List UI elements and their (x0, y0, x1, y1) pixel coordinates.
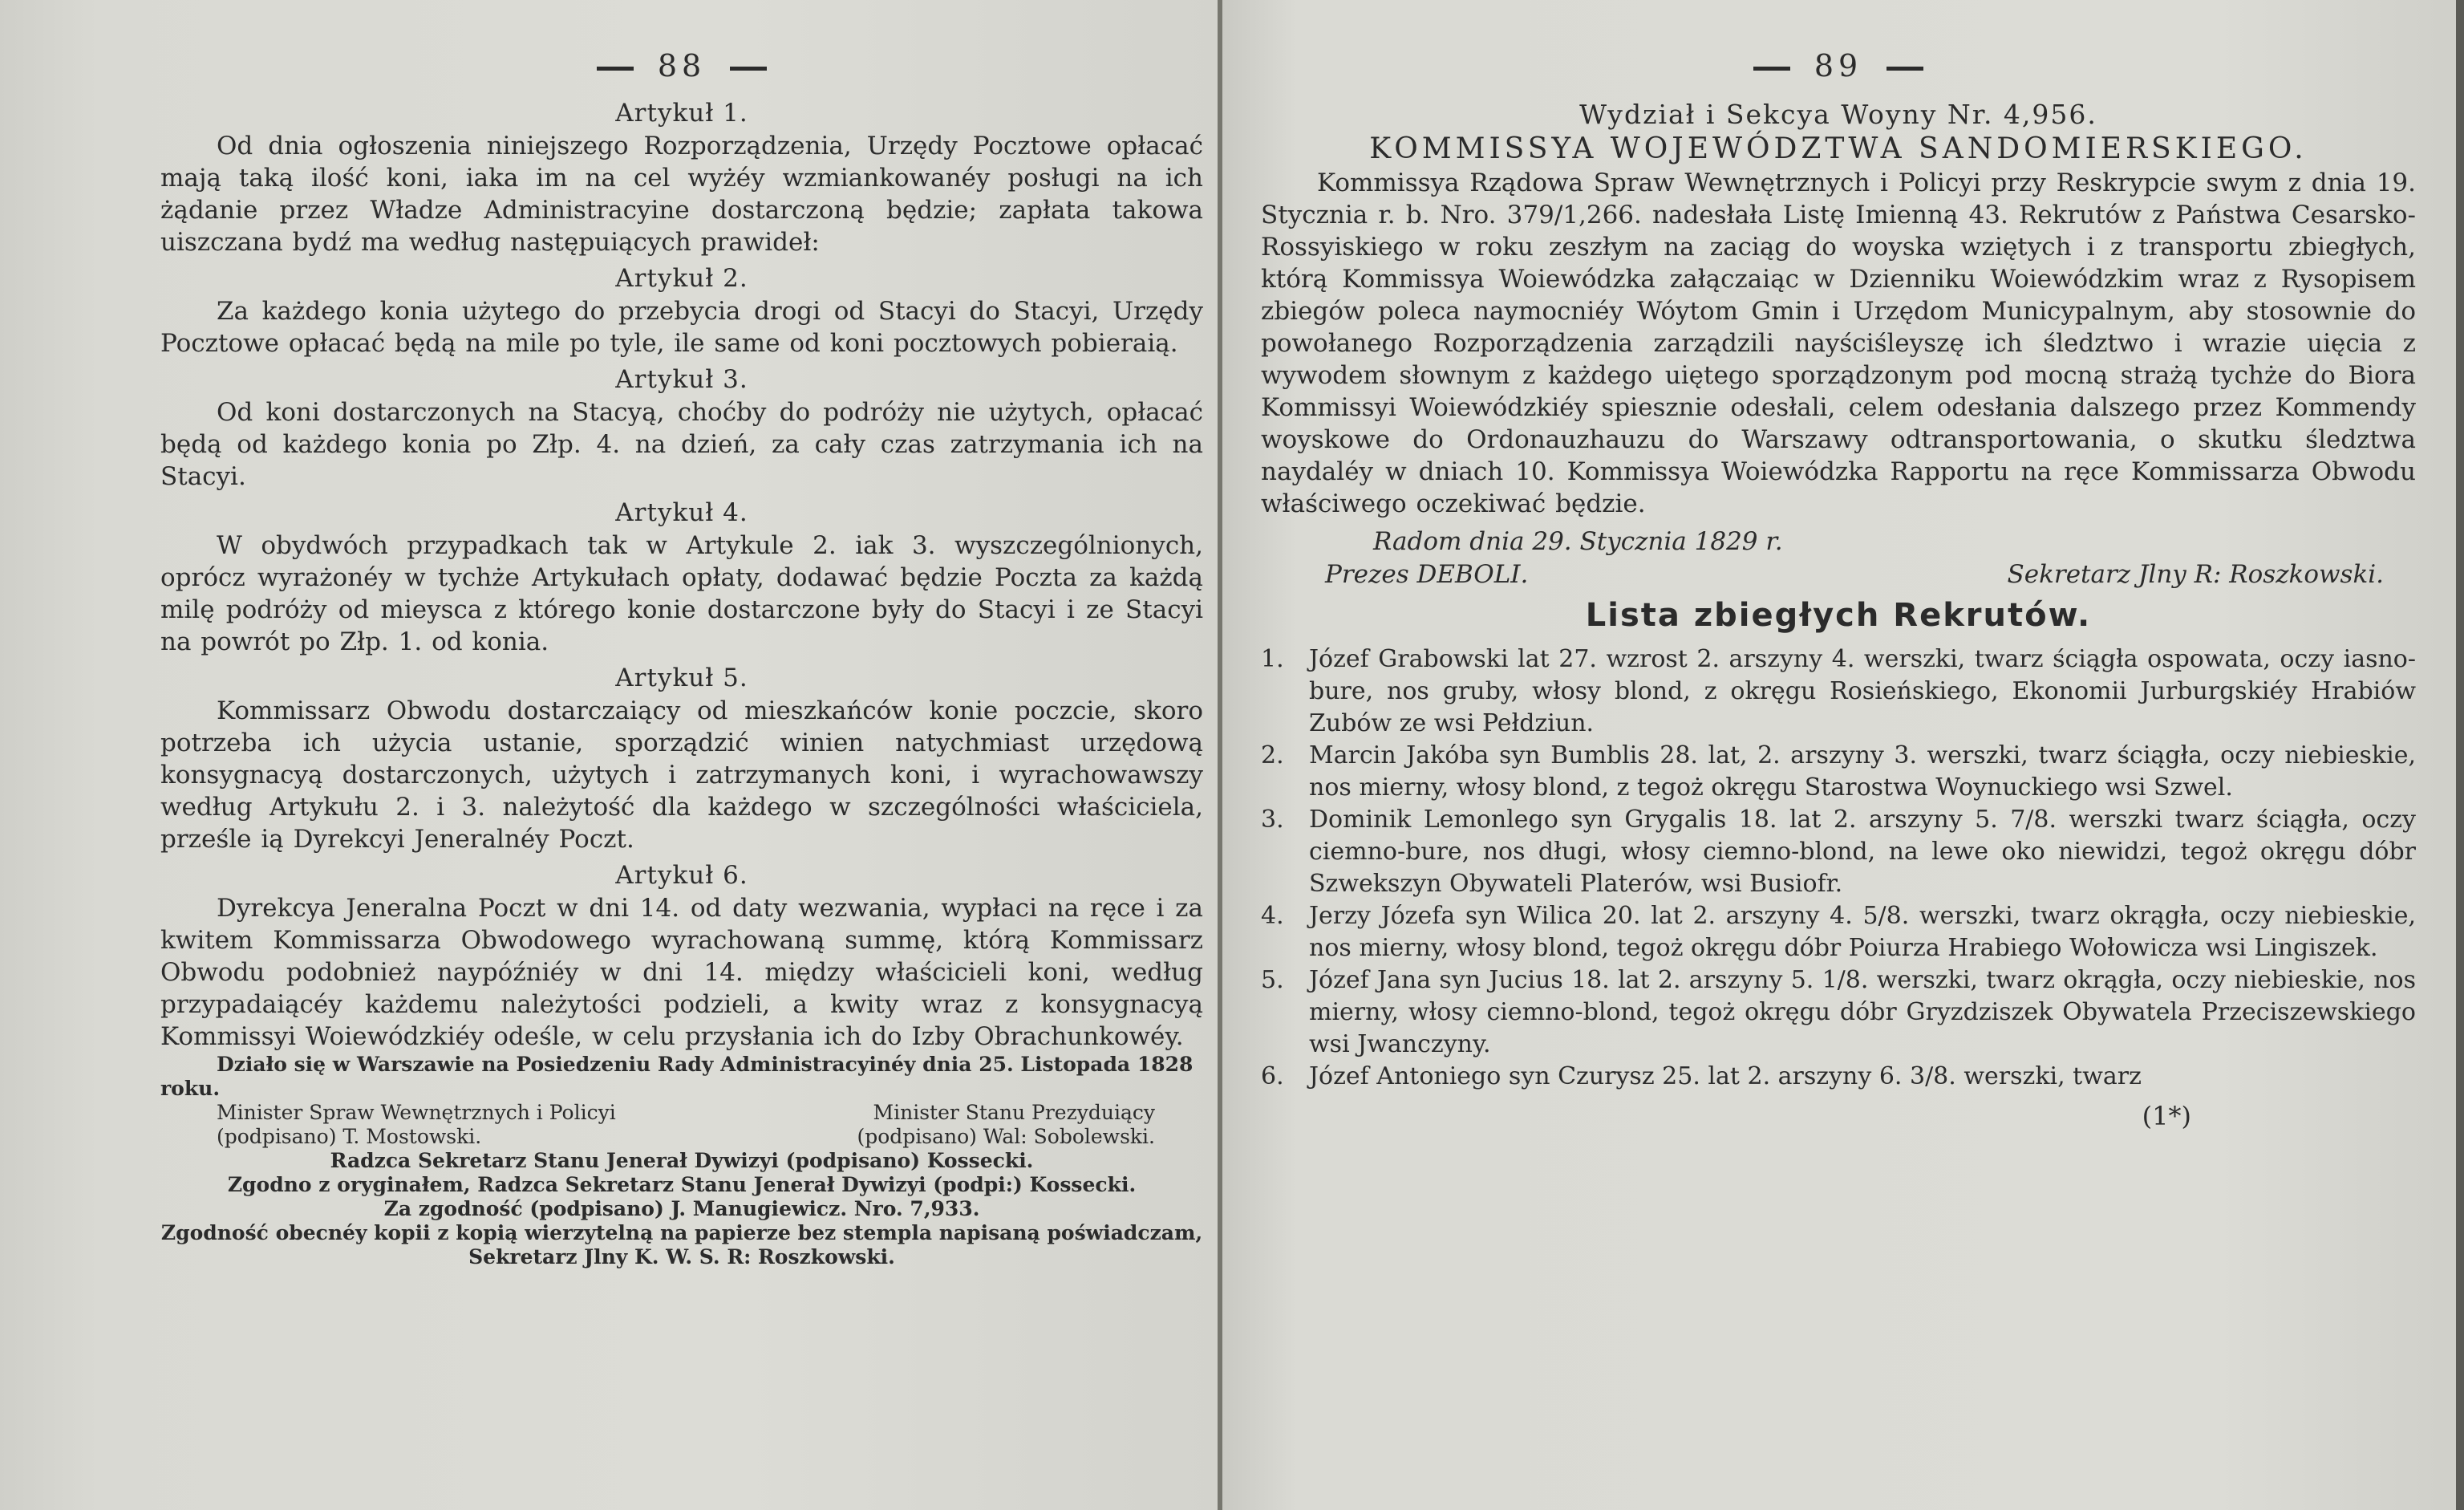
list-item (1261, 740, 2416, 804)
article-5-title: Artykuł 5. (615, 664, 748, 692)
article-6-text: Dyrekcya Jeneralna Poczt w dni 14. od daty wezwania, wypłaci na ręce i za kwitem Kommissarza Obwodowego wyrachowaną summę, którą Kommissarz Obwodu podobnież naypóźniéy w dni 14. między właścicieli koni, według przypadaiącéy każdemu należytości podzieli, a kwity wraz z konsygnacyą Kommissyi Woiewódzkiéy odeśle, w celu przysłania ich do Izby Obrachunkowéy. (160, 894, 1203, 1051)
left-page (0, 0, 1219, 1510)
article-4-text: W obydwóch przypadkach tak w Artykule 2. iak 3. wyszczególnionych, oprócz wyrażonéy w tychże Artykułach opłaty, dodawać będzie Poczta za każdą milę podróży od mieysca z którego konie dostarczone były do Stacyi i ze Stacyi na powrót po Złp. 1. od konia. (160, 531, 1203, 656)
list-item-number: 4. (1261, 902, 1284, 930)
article-6-title: Artykuł 6. (615, 861, 748, 890)
right-page (1222, 0, 2464, 1510)
list-item-text: Józef Antoniego syn Czurysz 25. lat 2. arszyny 6. 3/8. werszki, twarz (1309, 1062, 2142, 1090)
list-item-number: 2. (1261, 741, 1284, 769)
dash-decoration (1886, 67, 1923, 71)
page-number-right: 89 (1261, 48, 2416, 83)
minister-2-signature: (podpisano) Wal: Sobolewski. (857, 1125, 1155, 1148)
dated-clause: Działo się w Warszawie na Posiedzeniu Rady Administracyinéy dnia 25. Listopada 1828 roku. (160, 1053, 1194, 1100)
minister-1-signature: (podpisano) T. Mostowski. (217, 1125, 482, 1148)
list-item-text: Marcin Jakóba syn Bumblis 28. lat, 2. arszyny 3. werszki, twarz ściągła, oczy niebieskie, nos mierny, włosy blond, z tegoż okręgu Starostwa Woynuckiego wsi Szwel. (1309, 741, 2416, 802)
certification-line: Zgodność obecnéy kopii z kopią wierzytelną na papierze bez stempla napisaną poświadczam, Sekretarz Jlny K. W. S. R: Roszkowski. (160, 1221, 1203, 1268)
article-3-title: Artykuł 3. (615, 365, 748, 394)
article-2-text: Za każdego konia użytego do przebycia drogi od Stacyi do Stacyi, Urzędy Pocztowe opłacać będą na mile po tyle, ile same od koni pocztowych pobieraią. (160, 297, 1203, 358)
list-item-number: 3. (1261, 806, 1284, 834)
page-number-left: 88 (160, 48, 1203, 83)
place-date: Radom dnia 29. Stycznia 1829 r. (1373, 527, 1783, 556)
zgodno-line: Zgodno z oryginałem, Radzca Sekretarz Stanu Jenerał Dywizyi (podpi:) Kossecki. (227, 1173, 1137, 1196)
list-item-text: Józef Grabowski lat 27. wzrost 2. arszyny 4. werszki, twarz ściągła ospowata, oczy iasno-bure, nos gruby, włosy blond, z okręgu Rosieńskiego, Ekonomii Jurburgskiéy Hrabiów Zubów ze wsi Pełdziun. (1309, 645, 2416, 737)
list-item (1261, 900, 2416, 964)
dash-decoration (730, 67, 767, 71)
president-signature: Prezes DEBOLI. (1325, 560, 1529, 589)
list-title: Lista zbiegłych Rekrutów. (1585, 597, 2092, 634)
list-item-text: Jerzy Józefa syn Wilica 20. lat 2. arszyny 4. 5/8. werszki, twarz okrągła, oczy niebieskie, nos mierny, włosy blond, tegoż okręgu dóbr Poiurza Hrabiego Wołowicza wsi Lingiszek. (1309, 902, 2416, 962)
list-item-text: Dominik Lemonlego syn Grygalis 18. lat 2. arszyny 5. 7/8. werszki twarz ściągła, oczy ciemno-bure, nos długi, włosy ciemno-blond, na lewe oko niewidzi, tegoż okręgu dóbr Szwekszyn Obywateli Platerów, wsi Busiofr. (1309, 806, 2416, 898)
article-2-title: Artykuł 2. (615, 264, 748, 293)
department-heading: Wydział i Sekcya Woyny Nr. 4,956. (1579, 99, 2097, 130)
list-item-number: 6. (1261, 1062, 1284, 1090)
book-edge (2456, 0, 2464, 1510)
right-page-column (1261, 48, 2416, 1131)
secretary-signature: Sekretarz Jlny R: Roszkowski. (2007, 560, 2384, 589)
minister-signatures (160, 1125, 1203, 1149)
dash-decoration (597, 67, 634, 71)
commission-body-text: Kommissya Rządowa Spraw Wewnętrznych i Policyi przy Reskrypcie swym z dnia 19. Stycznia r. b. Nro. 379/1,266. nadesłała Listę Imienną 43. Rekrutów z Państwa Cesarsko-Rossyiskiego w roku zeszłym na zaciąg do woyska wziętych i z transportu zbiegłych, którą Kommissya Woiewódzka załączaiąc w Dzienniku Woiewódzkim wraz z Rysopisem zbiegów poleca naymocniéy Wóytom Gmin i Urzędom Municypalnym, aby stosownie do powołanego Rozporządzenia zarządzili nayściśleyszę ich śledztwo i wrazie uięcia z wywodem słownym z każdego uiętego sporządzonym pod mocną strażą tychże do Biora Kommissyi Woiewódzkiéy spiesznie odesłali, celem odesłania dalszego przez Kommendy woyskowe do Ordonauzhauzu do Warszawy odtransportowania, o skutku śledztwa naydaléy w dniach 10. Kommissya Woiewódzka Rapportu na ręce Kommissarza Obwodu właściwego oczekiwać będzie. (1261, 168, 2416, 518)
minister-2-title: Minister Stanu Prezyduiący (873, 1101, 1155, 1124)
radzca-line: Radzca Sekretarz Stanu Jenerał Dywizyi (podpisano) Kossecki. (330, 1149, 1034, 1172)
article-3-text: Od koni dostarczonych na Stacyą, choćby do podróży nie użytych, opłacać będą od każdego konia po Złp. 4. na dzień, za cały czas zatrzymania ich na Stacyi. (160, 398, 1203, 491)
sheet-signature-mark: (1*) (2142, 1101, 2191, 1131)
article-1-title: Artykuł 1. (615, 99, 748, 128)
article-5-text: Kommissarz Obwodu dostarczaiący od mieszkańców konie poczcie, skoro potrzeba ich użycia ustanie, sporządzić winien natychmiast urzędową konsygnacyą dostarczonych, użytych i zatrzymanych koni, i wyrachowawszy według Artykułu 2. i 3. należytość dla każdego w szczególności właściciela, prześle ią Dyrekcyi Jeneralnéy Poczt. (160, 696, 1203, 854)
signatures-row (1261, 558, 2416, 591)
list-item (1261, 964, 2416, 1061)
za-zgodnosc-line: Za zgodność (podpisano) J. Manugiewicz. Nro. 7,933. (383, 1197, 980, 1220)
article-4-title: Artykuł 4. (615, 498, 748, 527)
minister-1-title: Minister Spraw Wewnętrznych i Policyi (217, 1101, 616, 1124)
minister-titles (160, 1101, 1203, 1125)
list-item (1261, 804, 2416, 900)
left-page-column (160, 48, 1203, 1269)
list-item (1261, 1061, 2416, 1093)
list-item (1261, 643, 2416, 740)
article-1-text: Od dnia ogłoszenia niniejszego Rozporządzenia, Urzędy Pocztowe opłacać mają taką ilość koni, iaka im na cel wyżéy wzmiankowanéy posługi na ich żądanie przez Władze Administracyine dostarczoną będzie; zapłata takowa uiszczana bydź ma według następuiących prawideł: (160, 132, 1203, 257)
list-item-text: Józef Jana syn Jucius 18. lat 2. arszyny 5. 1/8. werszki, twarz okrągła, oczy niebieskie, nos mierny, włosy ciemno-blond, tegoż okręgu dóbr Gryzdziszek Obywatela Przeciszewskiego wsi Jwanczyny. (1309, 966, 2416, 1058)
list-item-number: 5. (1261, 966, 1284, 994)
commission-heading: KOMMISSYA WOJEWÓDZTWA SANDOMIERSKIEGO. (1369, 132, 2308, 165)
dash-decoration (1753, 67, 1790, 71)
list-item-number: 1. (1261, 645, 1284, 673)
